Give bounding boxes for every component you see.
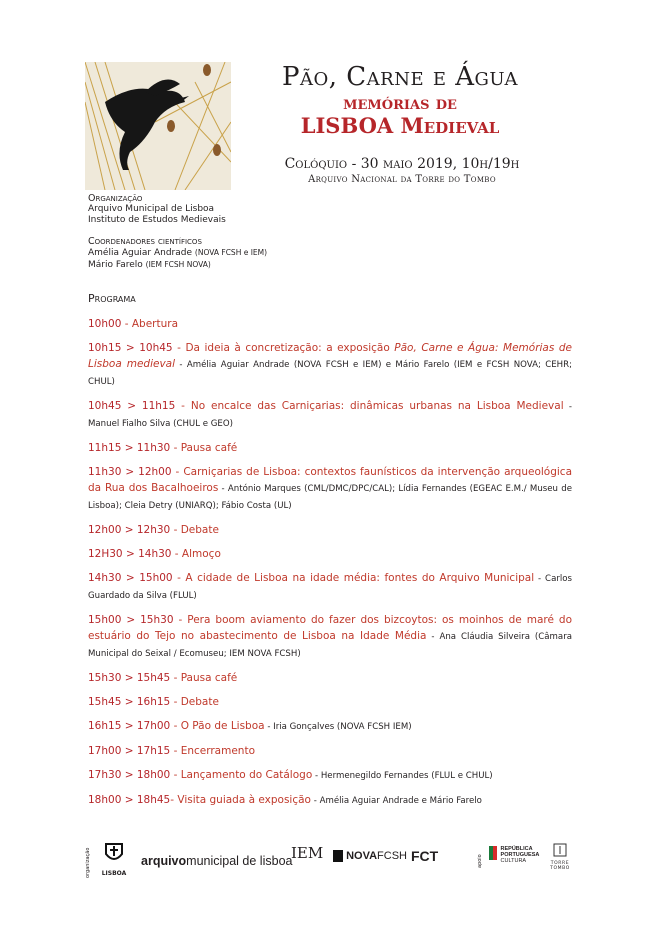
organization-line: Arquivo Municipal de Lisboa <box>88 204 215 214</box>
coordinator-name: Amélia Aguiar Andrade <box>88 248 193 258</box>
program-title: - Lançamento do Catálogo <box>170 769 313 781</box>
program-title: - Debate <box>170 524 219 536</box>
program-time: 16h15 > 17h00 <box>88 720 171 732</box>
program-item <box>88 612 572 662</box>
fct-logo: FCT <box>411 848 439 864</box>
coordinator-affiliation: (IEM FCSH NOVA) <box>145 260 211 269</box>
program-title: - Almoço <box>171 548 221 560</box>
program-item <box>88 743 572 759</box>
org-label-vertical: organização <box>85 847 91 878</box>
event-subtitle-line2: LISBOA Medieval <box>300 113 500 138</box>
program-label: Programa <box>88 292 136 305</box>
arquivo-municipal-logo: arquivomunicipal de lisboa <box>141 854 293 868</box>
torre-tombo-logo: TORRE TOMBO <box>547 842 573 871</box>
program-title: - Carniçarias de Lisboa: contextos faunísticos da intervenção arqueológica da Rua dos Bacalhoeiros <box>88 466 573 494</box>
program-title: - Visita guiada à exposição <box>170 794 311 806</box>
program-time: 17h00 > 17h15 <box>88 745 171 757</box>
program-item <box>88 694 572 710</box>
program-item <box>88 464 572 514</box>
program-time: 15h00 > 15h30 <box>88 614 174 626</box>
program-title: - O Pão de Lisboa <box>170 720 265 732</box>
program-item <box>88 718 572 735</box>
program-time: 12H30 > 14h30 <box>88 548 172 560</box>
footer-logos <box>85 840 605 880</box>
program-speakers: - António Marques (CML/DMC/DPC/CAL); Lídia Fernandes (EGEAC E.M./ Museu de Lisboa); Cleia Detry (UNIARQ); Fábio Costa (UL) <box>88 484 572 511</box>
program-list <box>88 316 572 817</box>
program-time: 15h30 > 15h45 <box>88 672 171 684</box>
coordinator-name: Mário Farelo <box>88 260 143 270</box>
nova-fcsh-logo: NOVAFCSH <box>333 850 407 862</box>
program-item <box>88 440 572 456</box>
program-title: - Pausa café <box>170 442 238 454</box>
organization-label: Organização <box>88 193 143 204</box>
program-item <box>88 767 572 784</box>
lisboa-crest-logo: LISBOA <box>99 840 129 878</box>
program-time: 11h15 > 11h30 <box>88 442 171 454</box>
lisboa-crest-icon <box>102 840 126 866</box>
nova-square-icon <box>333 850 343 862</box>
organization-line: Instituto de Estudos Medievais <box>88 215 226 225</box>
program-speakers: - Manuel Fialho Silva (CHUL e GEO) <box>88 402 572 429</box>
coordinator-affiliation: (NOVA FCSH e IEM) <box>194 248 268 257</box>
program-title: - Da ideia à concretização: a exposição <box>172 342 395 354</box>
program-time: 15h45 > 16h15 <box>88 696 171 708</box>
program-time: 10h45 > 11h15 <box>88 400 176 412</box>
program-title-italic: Pão, Carne e Água: Memórias de Lisboa medieval <box>88 342 572 370</box>
coordinator <box>88 247 348 259</box>
program-title: - A cidade de Lisboa na idade média: fontes do Arquivo Municipal <box>172 572 535 584</box>
program-title: - Abertura <box>121 318 179 330</box>
program-speakers: - Amélia Aguiar Andrade (NOVA FCSH e IEM) e Mário Farelo (IEM e FCSH NOVA; CEHR; CHUL) <box>88 360 572 387</box>
program-item <box>88 670 572 686</box>
event-title: Pão, Carne e Água <box>281 62 519 92</box>
program-time: 12h00 > 12h30 <box>88 524 171 536</box>
coordinator <box>88 259 348 271</box>
program-item <box>88 316 572 332</box>
program-item <box>88 546 572 562</box>
program-speakers: - Iria Gonçalves (NOVA FCSH IEM) <box>264 722 412 732</box>
program-title: - Encerramento <box>170 745 255 757</box>
program-time: 14h30 > 15h00 <box>88 572 173 584</box>
coordinators-block <box>88 236 348 271</box>
hero-illustration <box>85 62 231 190</box>
colloquium-date: Colóquio - 30 maio 2019, 10h/19h <box>284 156 520 172</box>
program-time: 10h00 <box>88 318 122 330</box>
venue: Arquivo Nacional da Torre do Tombo <box>308 174 496 185</box>
program-item <box>88 522 572 538</box>
iem-logo: IEM <box>291 844 324 862</box>
program-title: - Pera boom aviamento do fazer dos bizcoytos: os moinhos de maré do estuário do Tejo no abastecimento de Lisboa na Idade Média <box>88 614 573 642</box>
event-subtitle-line1: memórias de <box>343 93 457 114</box>
program-time: 18h00 > 18h45 <box>88 794 171 806</box>
program-time: 11h30 > 12h00 <box>88 466 172 478</box>
program-item <box>88 792 572 809</box>
program-speakers: - Amélia Aguiar Andrade e Mário Farelo <box>311 796 482 806</box>
program-item <box>88 340 572 390</box>
portugal-flag-icon <box>489 846 497 860</box>
program-speakers: - Hermenegildo Fernandes (FLUL e CHUL) <box>312 771 493 781</box>
coordinators-label: Coordenadores científicos <box>88 236 202 247</box>
program-title: - No encalce das Carniçarias: dinâmicas urbanas na Lisboa Medieval <box>175 400 564 412</box>
organization-block <box>88 193 348 226</box>
program-item <box>88 570 572 604</box>
program-speakers: - Ana Cláudia Silveira (Câmara Municipal do Seixal / Ecomuseu; IEM NOVA FCSH) <box>88 632 572 659</box>
program-time: 17h30 > 18h00 <box>88 769 171 781</box>
program-item <box>88 398 572 432</box>
program-time: 10h15 > 10h45 <box>88 342 173 354</box>
program-title: - Pausa café <box>170 672 238 684</box>
program-speakers: - Carlos Guardado da Silva (FLUL) <box>88 574 572 601</box>
apoio-label-vertical: apoio <box>477 854 483 868</box>
torre-tombo-icon <box>553 843 567 857</box>
republica-portuguesa-logo: REPÚBLICA PORTUGUESA CULTURA <box>489 846 539 864</box>
program-title: - Debate <box>170 696 219 708</box>
